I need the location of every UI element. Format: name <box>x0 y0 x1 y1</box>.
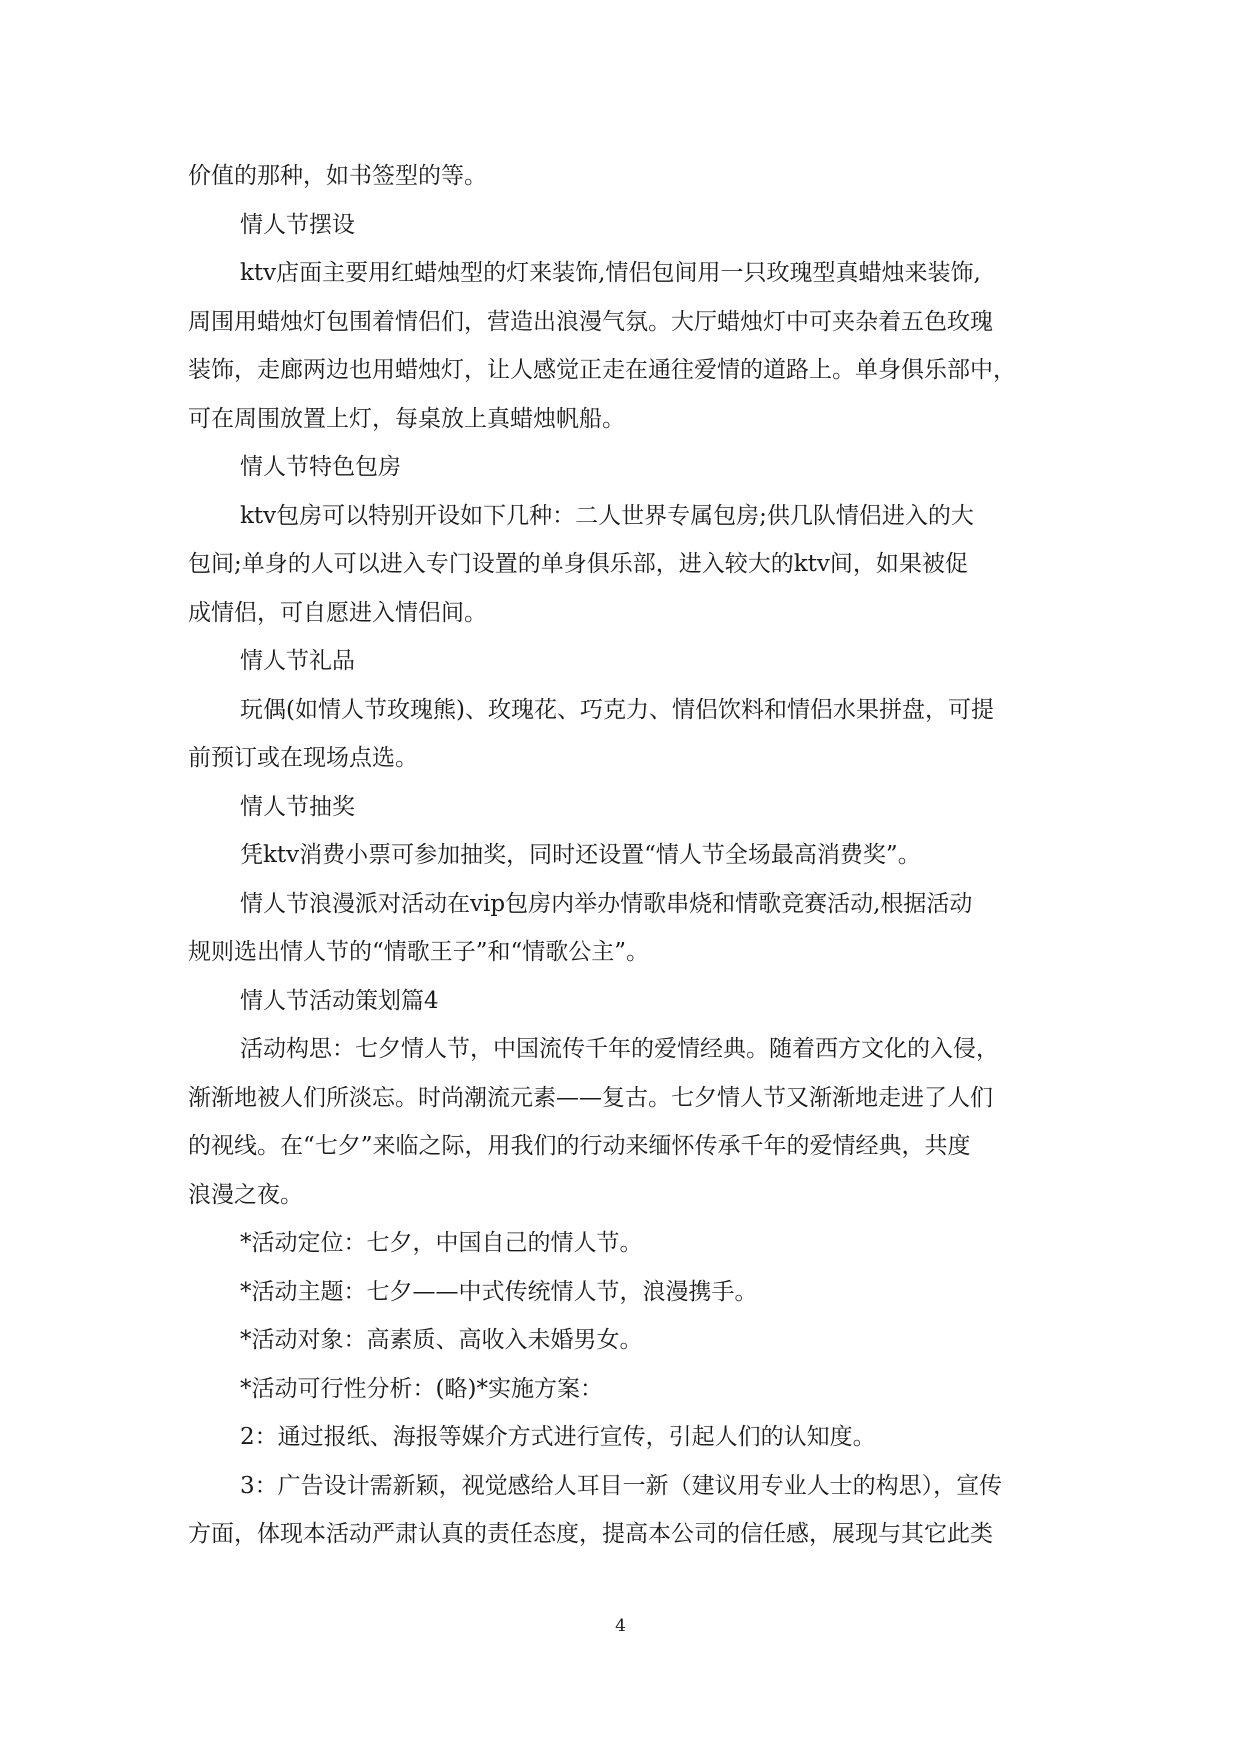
text-line: ktv店面主要用红蜡烛型的灯来装饰,情侣包间用一只玫瑰型真蜡烛来装饰, <box>240 260 981 286</box>
text-line: 浪漫之夜。 <box>188 1181 303 1208</box>
text-line: *活动主题：七夕——中式传统情人节，浪漫携手。 <box>240 1278 758 1305</box>
text-line: 价值的那种，如书签型的等。 <box>188 163 487 189</box>
text-line: 2：通过报纸、海报等媒介方式进行宣传，引起人们的认知度。 <box>240 1424 876 1450</box>
text-line: 3：广告设计需新颖，视觉感给人耳目一新（建议用专业人士的构思），宣传 <box>240 1472 1003 1499</box>
text-line: 情人节活动策划篇4 <box>240 987 439 1014</box>
text-line: 方面，体现本活动严肃认真的责任态度，提高本公司的信任感，展现与其它此类 <box>188 1521 993 1547</box>
text-line: 情人节抽奖 <box>240 793 355 820</box>
text-line: 装饰，走廊两边也用蜡烛灯，让人感觉正走在通往爱情的道路上。单身俱乐部中， <box>188 357 1016 383</box>
text-line: 包间;单身的人可以进入专门设置的单身俱乐部，进入较大的ktv间，如果被促 <box>188 551 968 577</box>
text-line: 周围用蜡烛灯包围着情侣们，营造出浪漫气氛。大厅蜡烛灯中可夹杂着五色玫瑰 <box>188 308 993 335</box>
text-line: ktv包房可以特别开设如下几种：二人世界专属包房;供几队情侣进入的大 <box>240 502 974 529</box>
text-line: 情人节礼品 <box>240 648 355 674</box>
text-line: 渐渐地被人们所淡忘。时尚潮流元素——复古。七夕情人节又渐渐地走进了人们 <box>188 1084 993 1111</box>
text-line: 凭ktv消费小票可参加抽奖，同时还设置“情人节全场最高消费奖”。 <box>240 842 921 868</box>
text-line: *活动对象：高素质、高收入未婚男女。 <box>240 1327 643 1353</box>
text-line: 可在周围放置上灯，每桌放上真蜡烛帆船。 <box>188 405 625 432</box>
text-line: 活动构思：七夕情人节，中国流传千年的爱情经典。随着西方文化的入侵， <box>240 1036 999 1062</box>
text-line: 规则选出情人节的“情歌王子”和“情歌公主”。 <box>188 939 650 965</box>
text-line: 成情侣，可自愿进入情侣间。 <box>188 599 487 626</box>
text-line: 前预订或在现场点选。 <box>188 745 418 771</box>
text-line: 玩偶(如情人节玫瑰熊)、玫瑰花、巧克力、情侣饮料和情侣水果拼盘，可提 <box>240 696 994 723</box>
text-line: 情人节特色包房 <box>240 454 401 480</box>
page-number: 4 <box>615 1616 626 1636</box>
text-line: 的视线。在“七夕”来临之际，用我们的行动来缅怀传承千年的爱情经典，共度 <box>188 1133 971 1159</box>
text-line: 情人节浪漫派对活动在vip包房内举办情歌串烧和情歌竞赛活动,根据活动 <box>240 890 973 917</box>
text-line: *活动可行性分析：(略)*实施方案： <box>240 1375 603 1402</box>
document-body <box>188 152 1058 1559</box>
text-line: 情人节摆设 <box>240 211 355 238</box>
text-line: *活动定位：七夕，中国自己的情人节。 <box>240 1230 643 1256</box>
